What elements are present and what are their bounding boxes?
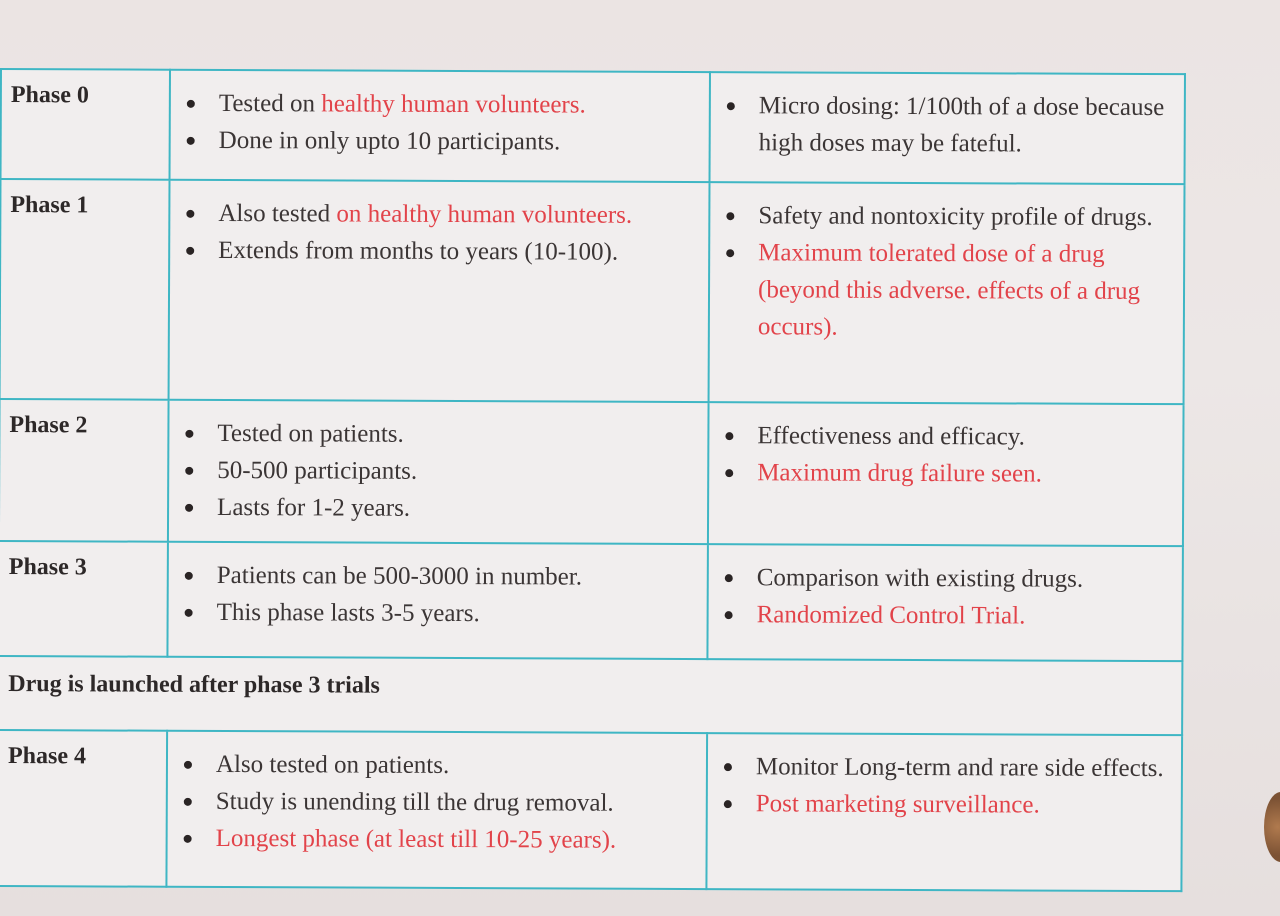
detail-text: Also tested [218, 199, 337, 228]
list-item [759, 87, 1176, 163]
list-item [217, 594, 699, 633]
clinical-trial-phases-table [0, 68, 1186, 892]
trial-phases-sheet [0, 68, 1186, 892]
list-item [757, 454, 1174, 493]
goal-text: Micro dosing: 1/100th of a dose because high doses may be fateful. [758, 92, 1165, 158]
list-item [758, 197, 1175, 236]
highlight-text: Longest phase (at least till 10-25 years). [215, 824, 617, 854]
detail-text: This phase lasts 3-5 years. [216, 598, 480, 628]
highlight-text: on healthy human volunteers. [336, 200, 633, 229]
phase-label: Phase 1 [0, 179, 170, 400]
table-row-phase-2 [0, 399, 1184, 546]
highlight-text: Maximum drug failure seen. [757, 459, 1042, 488]
detail-text: Tested on patients. [217, 419, 404, 448]
highlight-text: Maximum tolerated dose of a drug (beyond this adverse. effects of a drug occurs). [757, 239, 1141, 341]
list-item [217, 489, 699, 528]
table-row-phase-1 [0, 179, 1185, 404]
phase-details-cell [168, 400, 709, 544]
list-item [217, 557, 699, 596]
list-item [217, 415, 699, 454]
list-item [218, 195, 700, 234]
list-item [216, 746, 698, 785]
list-item [756, 785, 1173, 824]
edge-object [1264, 792, 1280, 862]
phase-label: Phase 0 [1, 69, 170, 180]
phase-details-cell [169, 180, 710, 402]
phase-label: Phase 3 [0, 541, 168, 657]
goal-text: Monitor Long-term and rare side effects. [755, 753, 1164, 783]
highlight-text: Randomized Control Trial. [756, 601, 1026, 630]
phase-goals-cell [710, 72, 1185, 184]
detail-text: Extends from months to years (10-100). [218, 236, 619, 266]
phase-details-cell [170, 70, 710, 182]
list-item [756, 748, 1173, 787]
table-row-launch-note [0, 656, 1182, 735]
highlight-text: Post marketing surveillance. [755, 790, 1040, 819]
detail-text: Study is unending till the drug removal. [215, 787, 614, 817]
detail-text: Also tested on patients. [215, 750, 450, 779]
phase-goals-cell [707, 544, 1182, 661]
goal-text: Comparison with existing drugs. [756, 564, 1084, 593]
list-item [757, 596, 1174, 635]
detail-text: Done in only upto 10 participants. [218, 126, 561, 156]
detail-text: Tested on [218, 89, 322, 118]
list-item [216, 820, 698, 859]
list-item [219, 122, 701, 161]
list-item [219, 85, 701, 124]
phase-details-cell [167, 542, 707, 659]
list-item [218, 232, 700, 271]
phase-goals-cell [708, 402, 1184, 546]
list-item [217, 452, 699, 491]
list-item [757, 559, 1174, 598]
highlight-text: healthy human volunteers. [321, 90, 586, 119]
launch-note: Drug is launched after phase 3 trials [0, 656, 1182, 735]
phase-goals-cell [706, 733, 1182, 891]
list-item [758, 234, 1175, 347]
phase-label: Phase 2 [0, 399, 169, 542]
list-item [757, 417, 1174, 456]
table-row-phase-0 [1, 69, 1185, 184]
phase-goals-cell [709, 182, 1185, 404]
goal-text: Safety and nontoxicity profile of drugs. [758, 202, 1153, 232]
table-row-phase-4 [0, 730, 1182, 891]
detail-text: Patients can be 500-3000 in number. [216, 561, 583, 591]
list-item [216, 783, 698, 822]
phase-label: Phase 4 [0, 730, 167, 887]
detail-text: Lasts for 1-2 years. [217, 493, 411, 522]
detail-text: 50-500 participants. [217, 456, 418, 485]
table-row-phase-3 [0, 541, 1183, 661]
goal-text: Effectiveness and efficacy. [757, 422, 1025, 451]
phase-details-cell [166, 731, 707, 889]
